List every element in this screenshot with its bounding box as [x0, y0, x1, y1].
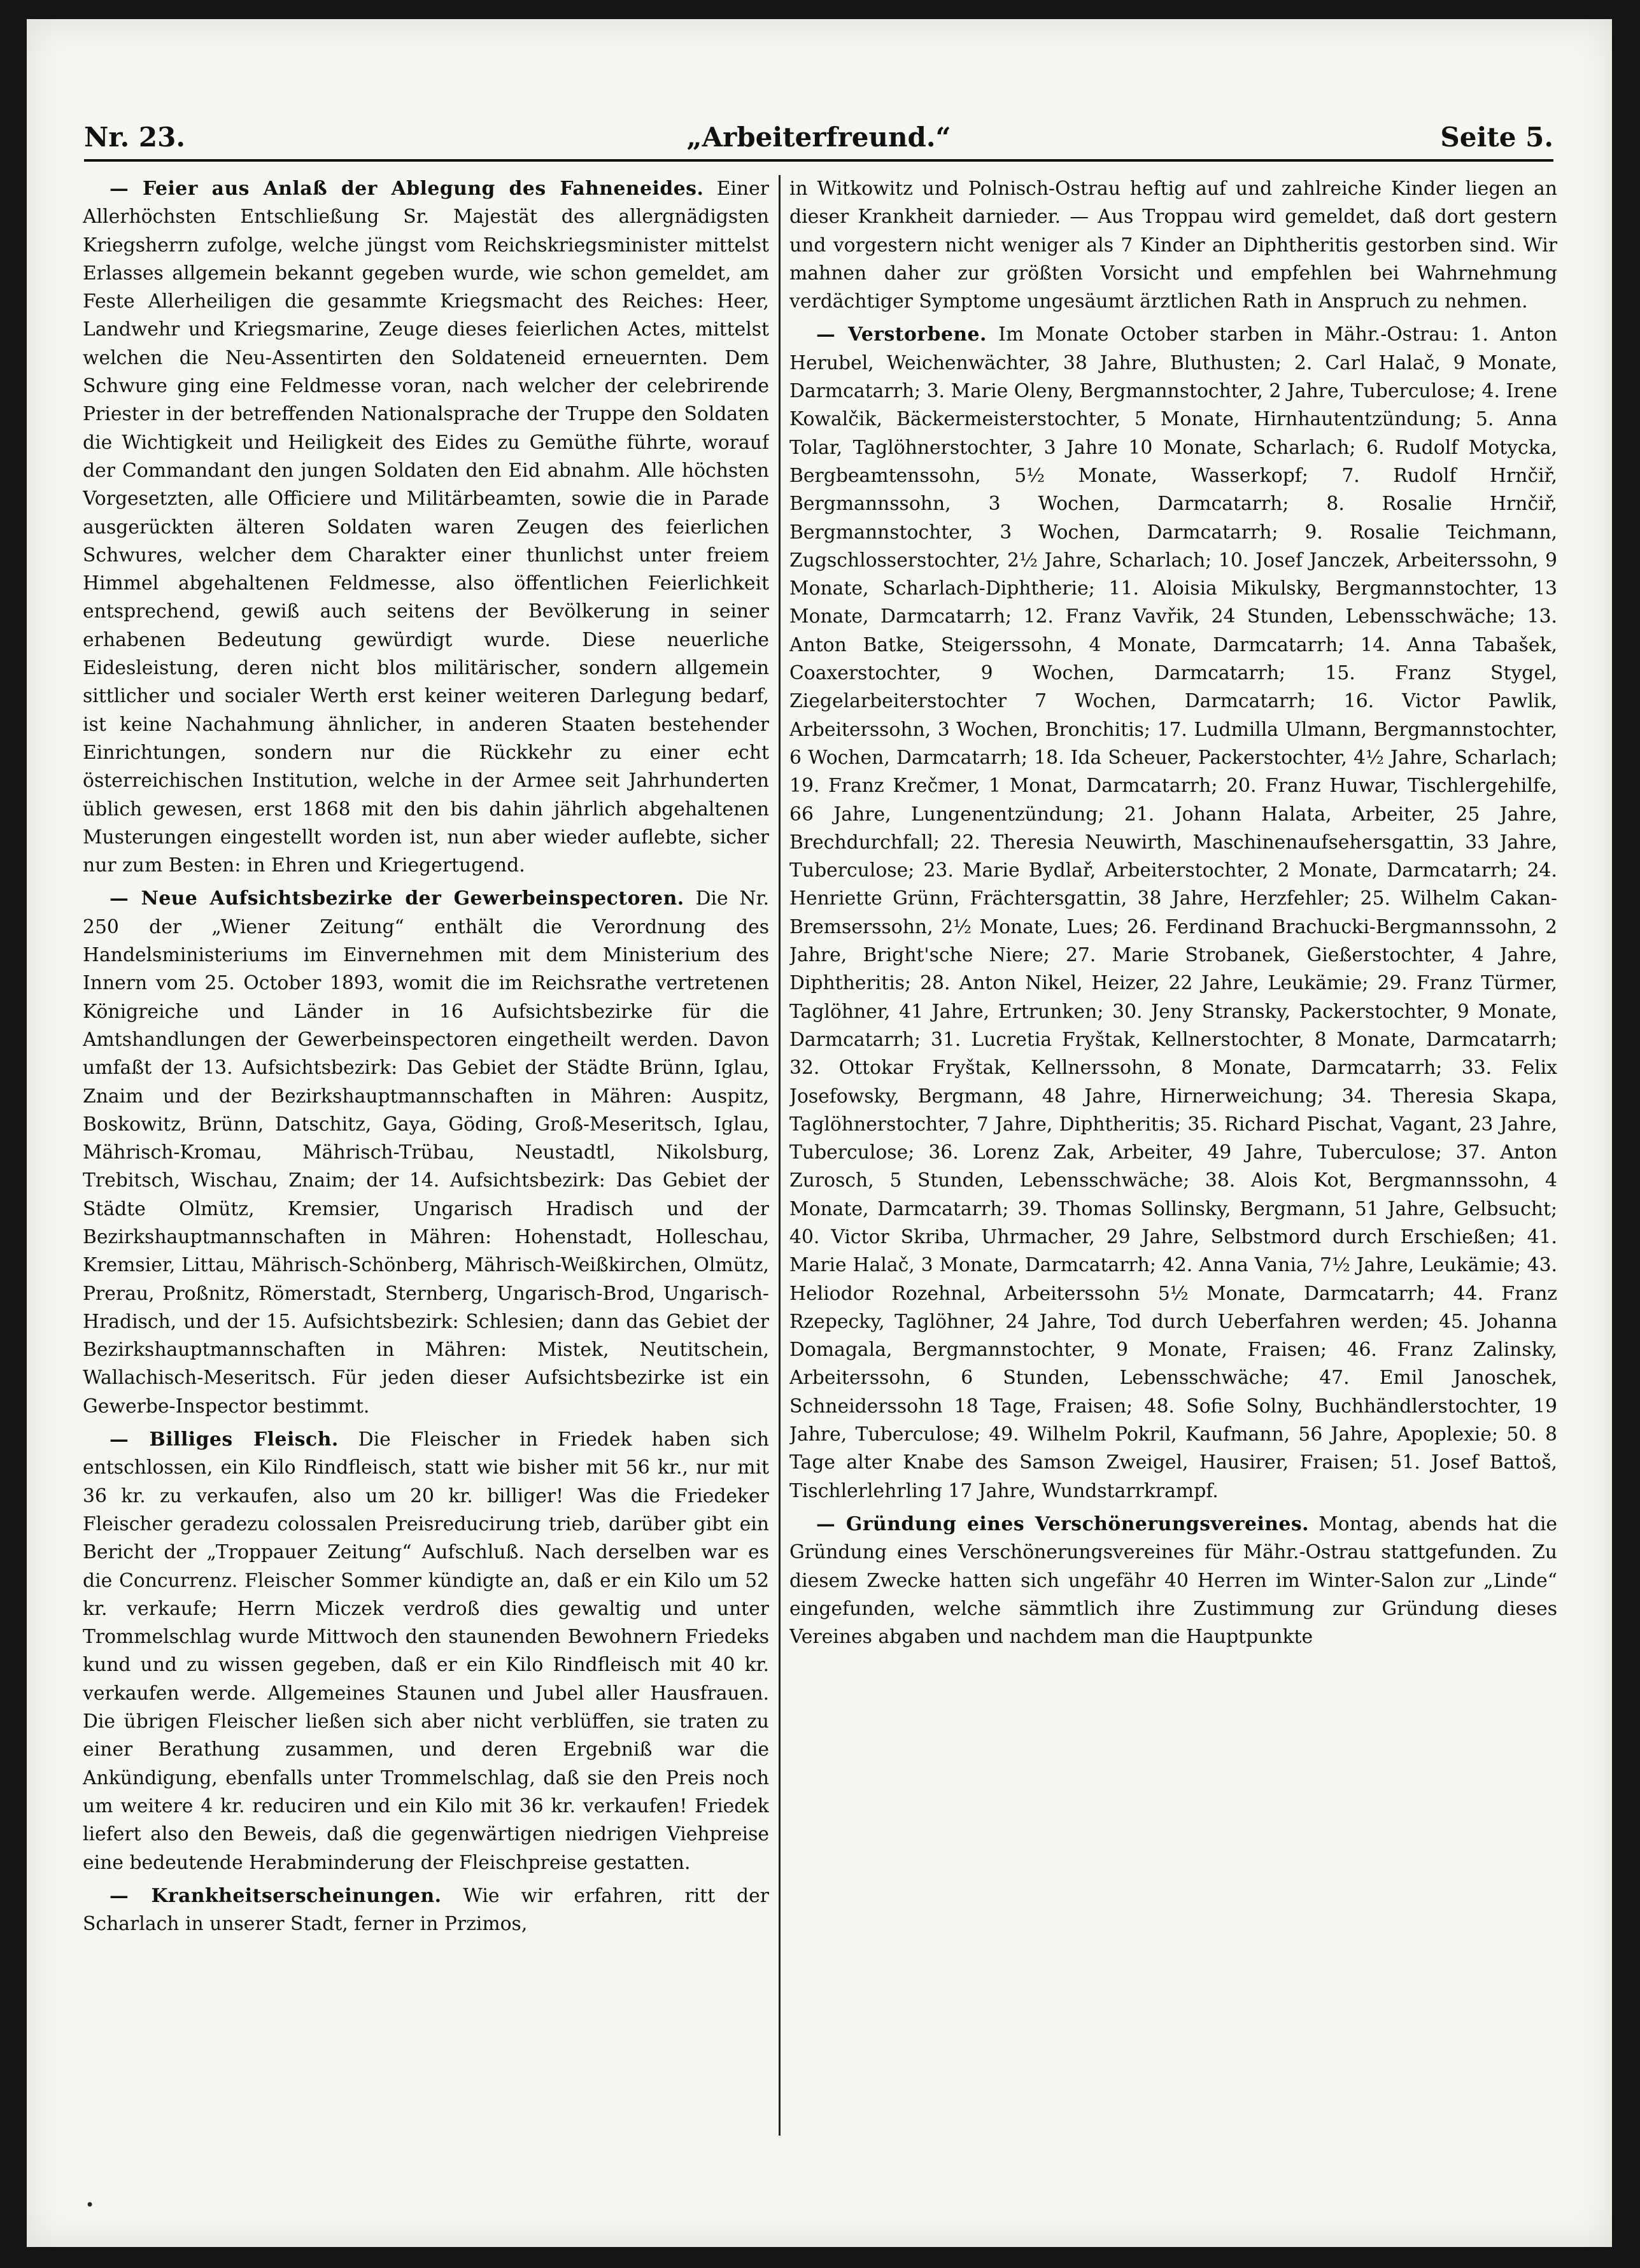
article-headline: — Krankheitserscheinungen. — [110, 1884, 442, 1907]
right-column — [789, 175, 1557, 2136]
article-krankheiten-continued: in Witkowitz und Polnisch-Ostrau heftig auf und zahlreiche Kinder liegen an dieser Krankheit darnieder. — Aus Troppau wird gemeldet, daß dort gestern und vorgestern nicht weniger als 7 Kinder an Diphtheritis gestorben sind. Wir mahnen daher zur größten Vorsicht und empfehlen bei Wahrnehmung verdächtiger Symptome ungesäumt ärztlichen Rath in Anspruch zu nehmen. — [789, 178, 1557, 313]
page-header — [84, 108, 1553, 162]
issue-number: Nr. 23. — [84, 122, 185, 153]
article-body: Einer Allerhöchsten Entschließung Sr. Majestät des allergnädigsten Kriegsherrn zufolge, welche jüngst vom Reichskriegsminister mittelst Erlasses allgemein bekannt gegeben wurde, wie schon gemeldet, am Feste Allerheiligen die gesammte Kriegsmacht des Reiches: Heer, Landwehr und Kriegsmarine, Zeuge dieses feierlichen Actes, mittelst welchen die Neu-Assentirten den Soldateneid erneuernten. Dem Schwure ging eine Feldmesse voran, nach welcher der celebrirende Priester in der betreffenden Nationalsprache der Truppe den Soldaten die Wichtigkeit und Heiligkeit des Eides zu Gemüthe führte, worauf der Commandant den jungen Soldaten den Eid abnahm. Alle höchsten Vorgesetzten, alle Officiere und Militärbeamten, sowie die in Parade ausgerückten älteren Soldaten waren Zeugen des feierlichen Schwures, welcher dem Charakter einer thunlichst unter freiem Himmel abgehaltenen Feldmesse, also öffentlichen Feierlichkeit entsprechend, gewiß auch seitens der Bevölkerung in seiner erhabenen Bedeutung gewürdigt wurde. Diese neuerliche Eidesleistung, deren nicht blos militärischer, sondern allgemein sittlicher und socialer Werth erst keiner weiteren Darlegung bedarf, ist keine Nachahmung ähnlicher, in anderen Staaten bestehender Einrichtungen, sondern nur die Rückkehr zu einer echt österreichischen Institution, welche in der Armee seit Jahrhunderten üblich gewesen, erst 1868 mit den bis dahin jährlich abgehaltenen Musterungen eingestellt worden ist, nun aber wieder auflebte, sicher nur zum Besten: in Ehren und Kriegertugend. — [83, 178, 769, 877]
article-aufsichtsbezirke — [83, 885, 769, 1421]
article-body: Montag, abends hat die Gründung eines Verschönerungsvereines für Mähr.-Ostrau stattgefunden. Zu diesem Zwecke hatten sich ungefähr 40 Herren im Winter-Salon zur „Linde“ eingefunden, welche sämmtlich ihre Zustimmung zur Gründung dieses Vereines abgaben und nachdem man die Hauptpunkte — [789, 1512, 1557, 1649]
article-fahneneid — [83, 175, 769, 880]
article-headline: — Verstorbene. — [816, 323, 987, 346]
article-body: Im Monate October starben in Mähr.-Ostrau: 1. Anton Herubel, Weichenwächter, 38 Jahre, Bluthusten; 2. Carl Halač, 9 Monate, Darmcatarrh; 3. Marie Oleny, Bergmannstochter, 2 Jahre, Tuberculose; 4. Irene Kowalčik, Bäckermeisterstochter, 5 Monate, Hirnhautentzündung; 5. Anna Tolar, Taglöhnerstochter, 3 Jahre 10 Monate, Scharlach; 6. Rudolf Motycka, Bergbeamtenssohn, 5½ Monate, Wasserkopf; 7. Rudolf Hrnčiř, Bergmannssohn, 3 Wochen, Darmcatarrh; 8. Rosalie Hrnčiř, Bergmannstochter, 3 Wochen, Darmcatarrh; 9. Rosalie Teichmann, Zugschlosserstochter, 2½ Jahre, Scharlach; 10. Josef Janczek, Arbeiterssohn, 9 Monate, Scharlach-Diphtherie; 11. Aloisia Mikulsky, Bergmannstochter, 13 Monate, Darmcatarrh; 12. Franz Vavřik, 24 Stunden, Lebensschwäche; 13. Anton Batke, Steigerssohn, 4 Monate, Darmcatarrh; 14. Anna Tabašek, Coaxerstochter, 9 Wochen, Darmcatarrh; 15. Franz Stygel, Ziegelarbeiterstochter 7 Wochen, Darmcatarrh; 16. Victor Pawlik, Arbeiterssohn, 3 Wochen, Bronchitis; 17. Ludmilla Ulmann, Bergmannstochter, 6 Wochen, Darmcatarrh; 18. Ida Scheuer, Packerstochter, 4½ Jahre, Scharlach; 19. Franz Krečmer, 1 Monat, Darmcatarrh; 20. Franz Huwar, Tischlergehilfe, 66 Jahre, Lungenentzündung; 21. Johann Halata, Arbeiter, 25 Jahre, Brechdurchfall; 22. Theresia Neuwirth, Maschinenaufsehersgattin, 33 Jahre, Tuberculose; 23. Marie Bydlař, Arbeiterstochter, 2 Monate, Darmcatarrh; 24. Henriette Grünn, Frächtersgattin, 38 Jahre, Herzfehler; 25. Wilhelm Cakan-Bremserssohn, 2½ Monate, Lues; 26. Ferdinand Brachucki-Bergmannssohn, 2 Jahre, Bright'sche Niere; 27. Marie Strobanek, Gießerstochter, 4 Jahre, Diphtheritis; 28. Anton Nikel, Heizer, 22 Jahre, Leukämie; 29. Franz Türmer, Taglöhner, 41 Jahre, Ertrunken; 30. Jeny Stransky, Packerstochter, 9 Monate, Darmcatarrh; 31. Lucretia Fryštak, Kellnerstochter, 8 Monate, Darmcatarrh; 32. Ottokar Fryštak, Kellnerssohn, 8 Monate, Darmcatarrh; 33. Felix Josefowsky, Bergmann, 48 Jahre, Hirnerweichung; 34. Theresia Skapa, Taglöhnerstochter, 7 Jahre, Diphtheritis; 35. Richard Pischat, Vagant, 23 Jahre, Tuberculose; 36. Lorenz Zak, Arbeiter, 49 Jahre, Tuberculose; 37. Anton Zurosch, 5 Stunden, Lebensschwäche; 38. Alois Kot, Bergmannssohn, 4 Monate, Darmcatarrh; 39. Thomas Sollinsky, Bergmann, 51 Jahre, Gelbsucht; 40. Victor Skriba, Uhrmacher, 29 Jahre, Selbstmord durch Erschießen; 41. Marie Halač, 3 Monate, Darmcatarrh; 42. Anna Vania, 7½ Jahre, Leukämie; 43. Heliodor Rozehnal, Arbeiterssohn 5½ Monate, Darmcatarrh; 44. Franz Rzepecky, Taglöhner, 24 Jahre, Tod durch Ueberfahren werden; 45. Johanna Domagala, Bergmannstochter, 9 Monate, Fraisen; 46. Franz Zalinsky, Arbeiterssohn, 6 Stunden, Lebensschwäche; 47. Emil Janoschek, Schneiderssohn 18 Tage, Fraisen; 48. Sofie Solny, Buchhändlerstochter, 19 Jahre, Tuberculose; 49. Wilhelm Pokril, Kaufmann, 56 Jahre, Apoplexie; 50. 8 Tage alter Knabe des Samson Zweigel, Hausirer, Fraisen; 51. Josef Battoš, Tischlerlehrling 17 Jahre, Wundstarrkrampf. — [789, 323, 1557, 1502]
column-divider — [779, 175, 781, 2136]
article-krankheiten — [83, 1882, 769, 1939]
article-verschoenerungsverein — [789, 1511, 1557, 1651]
article-headline: — Gründung eines Verschönerungsvereines. — [816, 1512, 1310, 1535]
article-billiges-fleisch — [83, 1426, 769, 1877]
article-headline: — Neue Aufsichtsbezirke der Gewerbeinspectoren. — [110, 887, 684, 910]
left-column — [83, 175, 769, 2136]
page-number: Seite 5. — [1440, 122, 1553, 153]
article-headline: — Billiges Fleisch. — [110, 1428, 339, 1451]
article-body: Die Fleischer in Friedek haben sich entschlossen, ein Kilo Rindfleisch, statt wie bisher mit 56 kr., nur mit 36 kr. zu verkaufen, also um 20 kr. billiger! Was die Friedeker Fleischer geradezu colossalen Preisreducirung trieb, darüber gibt ein Bericht der „Troppauer Zeitung“ Aufschluß. Nach derselben war es die Concurrenz. Fleischer Sommer kündigte an, daß er ein Kilo um 52 kr. verkaufe; Herrn Miczek verdroß dies gewaltig und unter Trommelschlag wurde Mittwoch den staunenden Bewohnern Friedeks kund und zu wissen gegeben, daß er ein Kilo Rindfleisch mit 40 kr. verkaufen werde. Allgemeines Staunen und Jubel aller Hausfrauen. Die übrigen Fleischer ließen sich aber nicht verblüffen, sie traten zu einer Berathung zusammen, und deren Ergebniß war die Ankündigung, ebenfalls unter Trommelschlag, daß sie den Preis noch um weitere 4 kr. reduciren und ein Kilo mit 36 kr. verkaufen! Friedek liefert also den Beweis, daß die gegenwärtigen niedrigen Viehpreise eine bedeutende Herabminderung der Fleischpreise gestatten. — [83, 1428, 769, 1874]
footer-mark: • — [85, 2196, 95, 2214]
article-body: Die Nr. 250 der „Wiener Zeitung“ enthält die Verordnung des Handelsministeriums im Einvernehmen mit dem Ministerium des Innern vom 25. October 1893, womit die im Reichsrathe vertretenen Königreiche und Länder in 16 Aufsichtsbezirke für die Amtshandlungen der Gewerbeinspectoren eingetheilt werden. Davon umfaßt der 13. Aufsichtsbezirk: Das Gebiet der Städte Brünn, Iglau, Znaim und der Bezirkshauptmannschaften in Mähren: Auspitz, Boskowitz, Brünn, Datschitz, Gaya, Göding, Groß-Meseritsch, Iglau, Mährisch-Kromau, Mährisch-Trübau, Neustadtl, Nikolsburg, Trebitsch, Wischau, Znaim; der 14. Aufsichtsbezirk: Das Gebiet der Städte Olmütz, Kremsier, Ungarisch Hradisch und der Bezirkshauptmannschaften in Mähren: Hohenstadt, Holleschau, Kremsier, Littau, Mährisch-Schönberg, Mährisch-Weißkirchen, Olmütz, Prerau, Proßnitz, Römerstadt, Sternberg, Ungarisch-Brod, Ungarisch-Hradisch, und der 15. Aufsichtsbezirk: Schlesien; dann das Gebiet der Bezirkshauptmannschaften in Mähren: Mistek, Neutitschein, Wallachisch-Meseritsch. Für jeden dieser Aufsichtsbezirke ist ein Gewerbe-Inspector bestimmt. — [83, 887, 769, 1418]
article-verstorbene — [789, 321, 1557, 1505]
article-body: Wie wir erfahren, ritt der Scharlach in unserer Stadt, ferner in Przimos, — [83, 1884, 769, 1936]
article-headline: — Feier aus Anlaß der Ablegung des Fahneneides. — [110, 178, 704, 200]
newspaper-title: „Arbeiterfreund.“ — [686, 122, 951, 153]
newspaper-page — [27, 19, 1612, 2247]
